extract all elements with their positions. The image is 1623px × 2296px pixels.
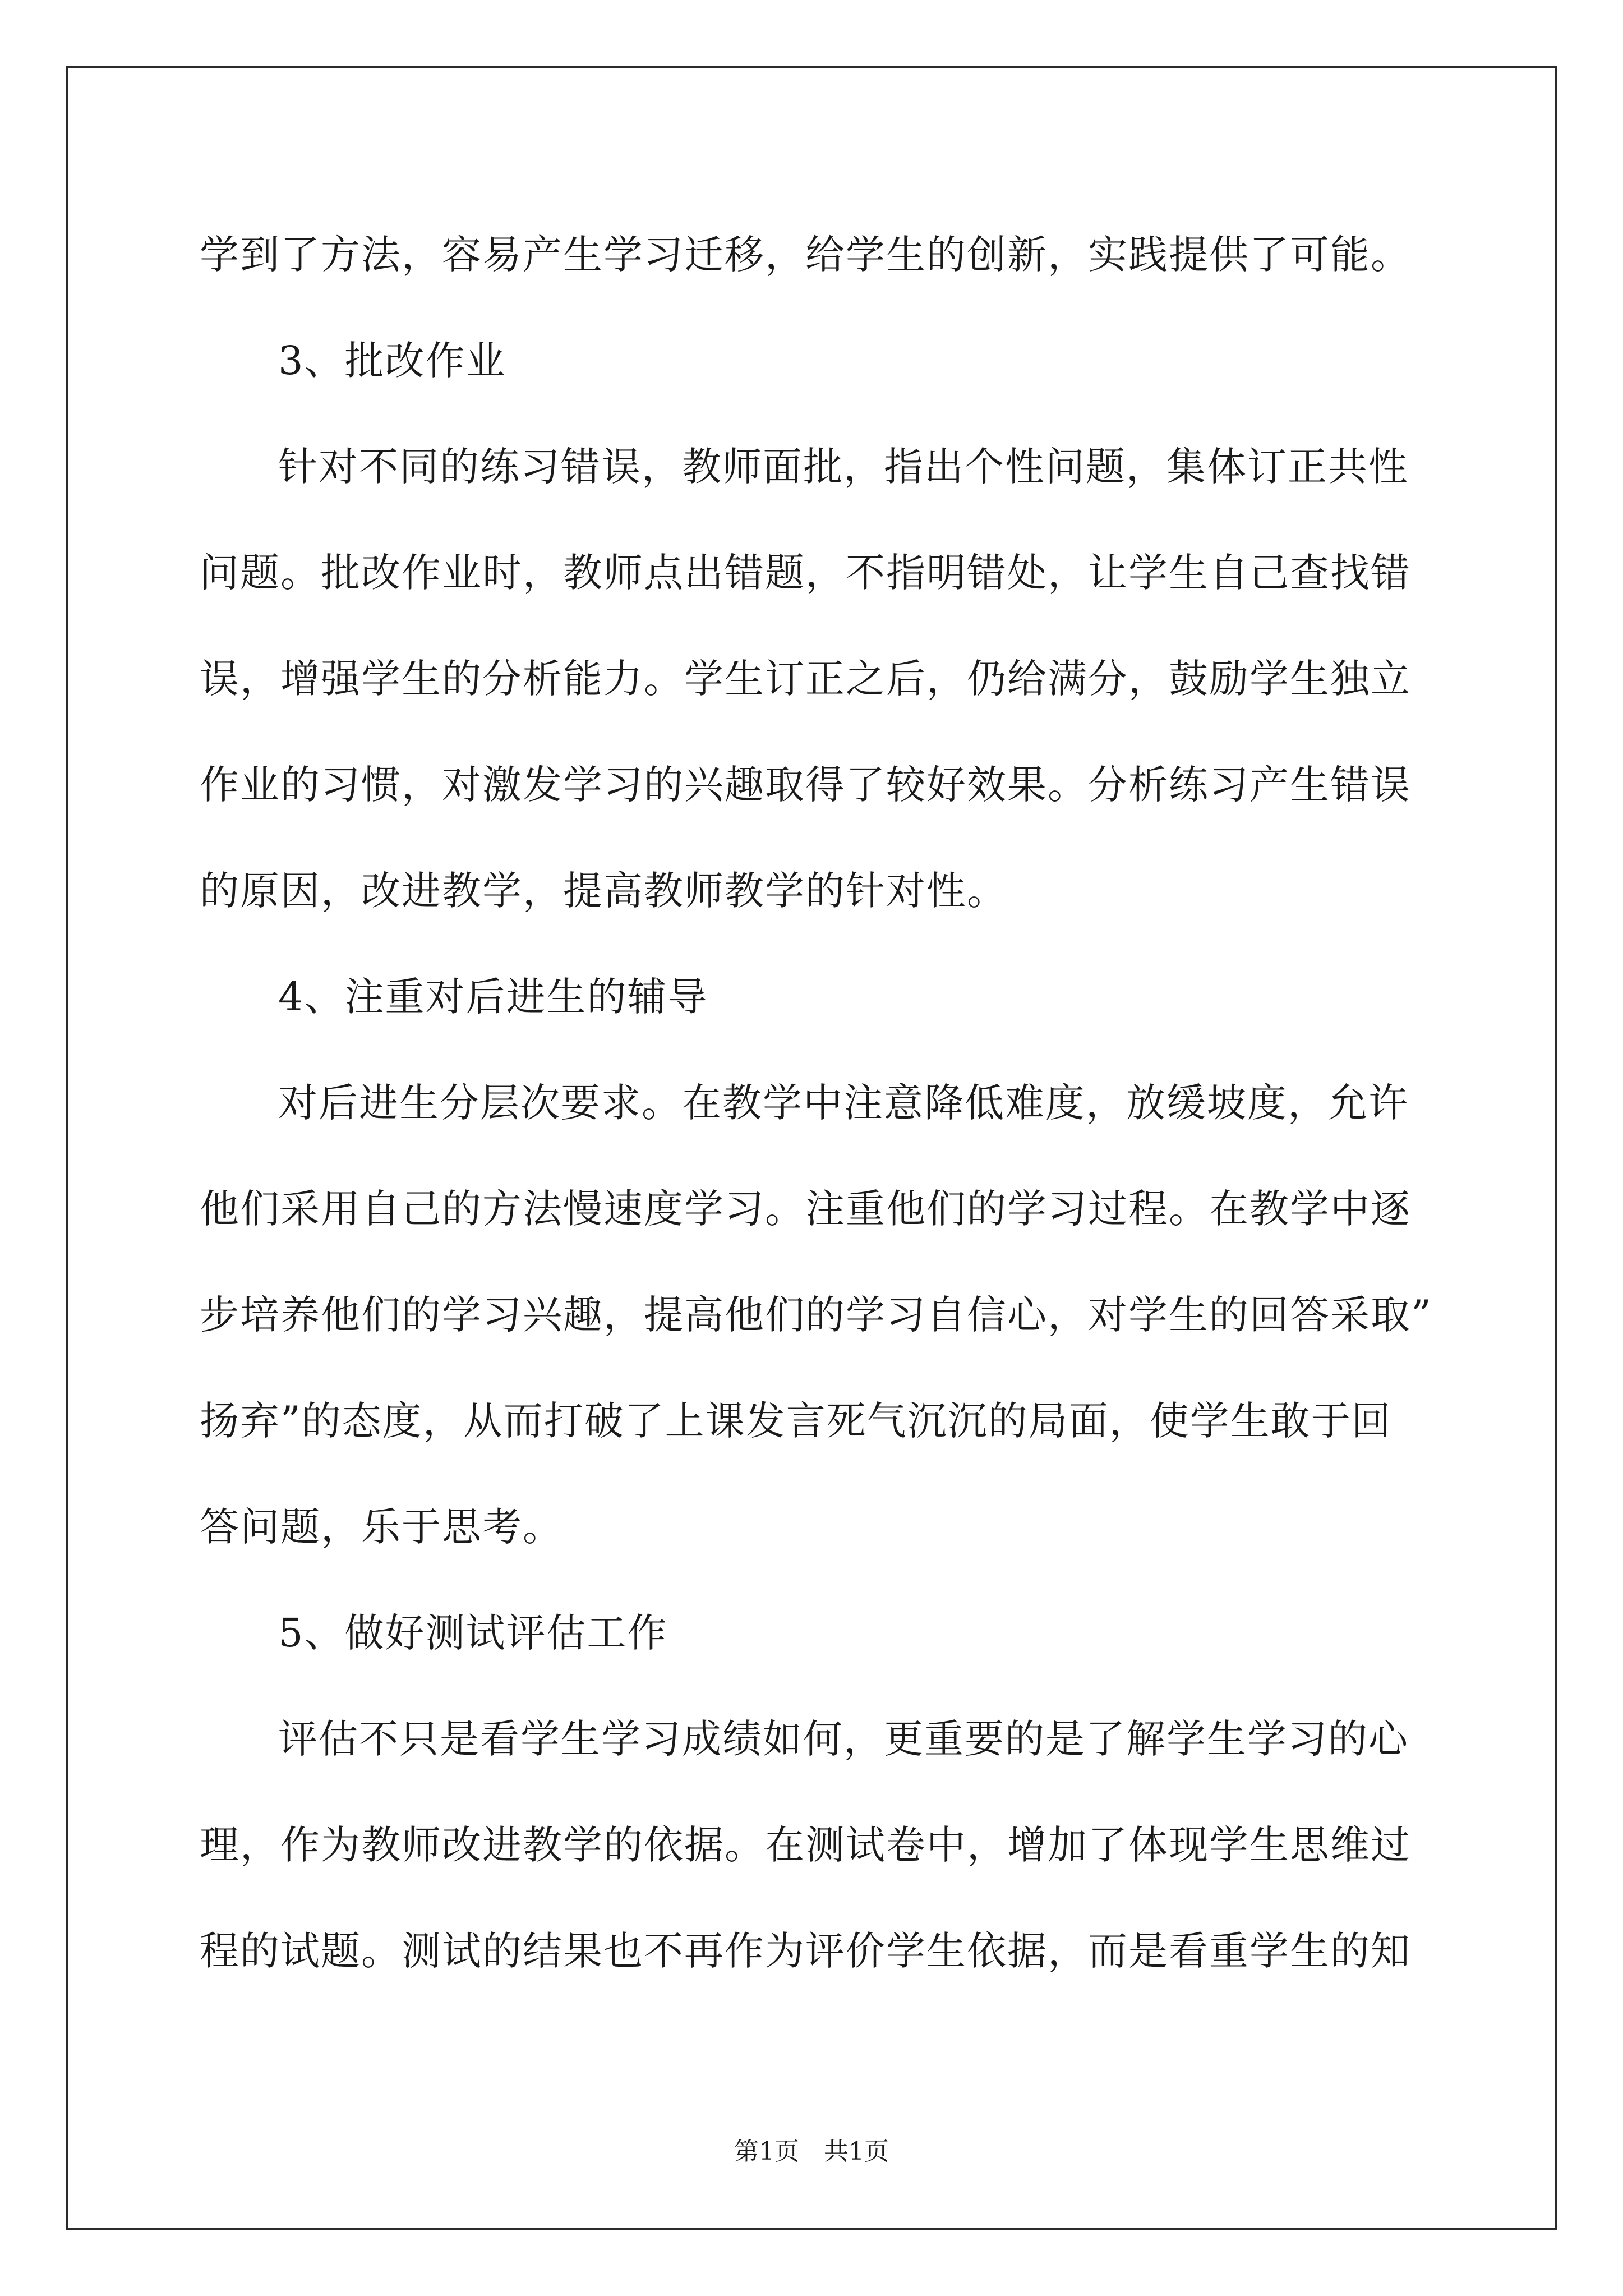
- text-line: 扬弃”的态度，从而打破了上课发言死气沉沉的局面，使学生敢于回: [200, 1398, 1392, 1444]
- text-line: 程的试题。测试的结果也不再作为评价学生依据，而是看重学生的知: [200, 1928, 1411, 1974]
- text-line: 问题。批改作业时，教师点出错题，不指明错处，让学生自己查找错: [200, 550, 1411, 596]
- text-line: 他们采用自己的方法慢速度学习。注重他们的学习过程。在教学中逐: [200, 1186, 1411, 1232]
- document-body: [200, 202, 1433, 2004]
- page-footer: 第1页 共1页: [734, 2137, 889, 2166]
- text-line: 评估不只是看学生学习成绩如何，更重要的是了解学生学习的心: [278, 1716, 1409, 1762]
- section-heading: 3、批改作业: [278, 338, 506, 384]
- section-heading: 5、做好测试评估工作: [278, 1610, 668, 1656]
- text-line: 针对不同的练习错误，教师面批，指出个性问题，集体订正共性: [278, 444, 1409, 490]
- section-heading: 4、注重对后进生的辅导: [278, 974, 708, 1020]
- text-line: 答问题，乐于思考。: [200, 1504, 563, 1550]
- text-line: 对后进生分层次要求。在教学中注意降低难度，放缓坡度，允许: [278, 1080, 1409, 1126]
- text-line: 步培养他们的学习兴趣，提高他们的学习自信心，对学生的回答采取”: [200, 1292, 1432, 1338]
- text-line: 误，增强学生的分析能力。学生订正之后，仍给满分，鼓励学生独立: [200, 656, 1411, 702]
- text-line: 的原因，改进教学，提高教师教学的针对性。: [200, 868, 1007, 914]
- text-line: 作业的习惯，对激发学习的兴趣取得了较好效果。分析练习产生错误: [200, 762, 1411, 808]
- text-line: 学到了方法，容易产生学习迁移，给学生的创新，实践提供了可能。: [200, 232, 1411, 278]
- text-line: 理，作为教师改进教学的依据。在测试卷中，增加了体现学生思维过: [200, 1822, 1411, 1868]
